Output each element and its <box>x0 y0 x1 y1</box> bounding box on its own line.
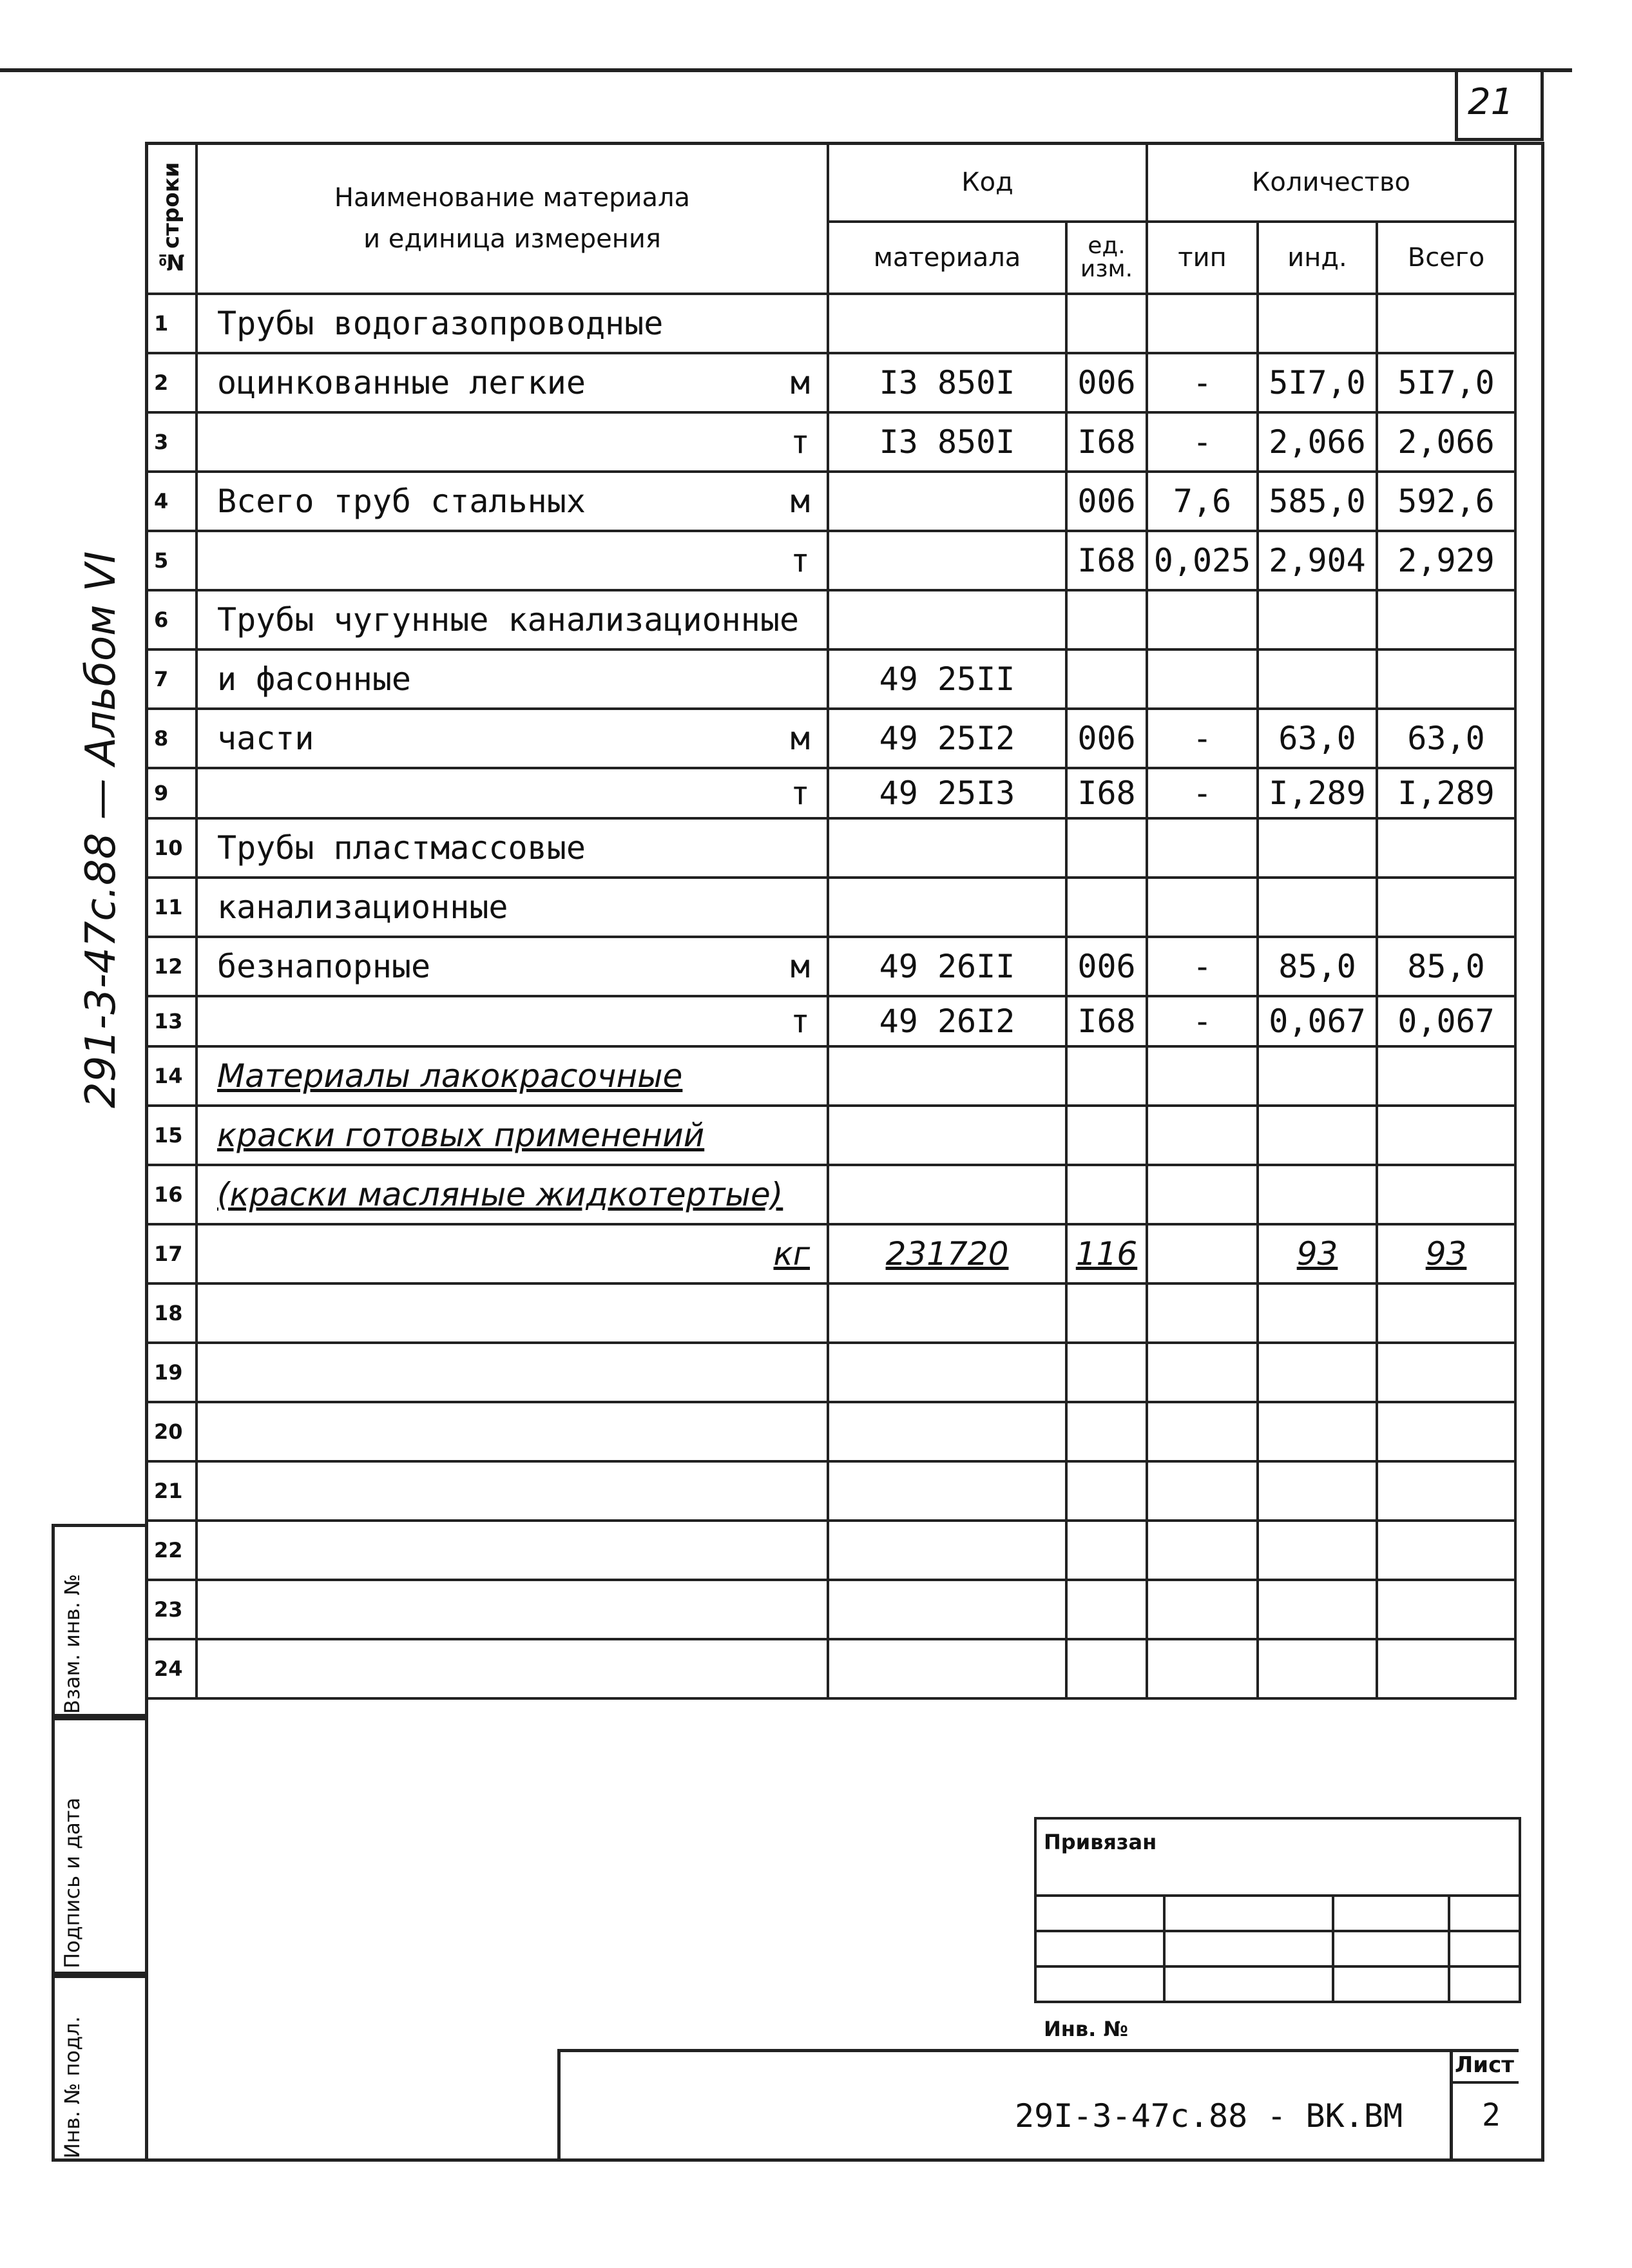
row-code-unit <box>1066 1580 1147 1639</box>
row-qty-ind: 585,0 <box>1258 472 1377 531</box>
side-stamp-inv-podl <box>52 1975 148 2162</box>
row-qty-ind: 5I7,0 <box>1258 353 1377 412</box>
row-code: I3 850I <box>828 353 1066 412</box>
row-name <box>197 531 828 590</box>
row-name <box>197 768 828 818</box>
row-code-unit <box>1066 590 1147 649</box>
row-number: 20 <box>146 1402 197 1461</box>
table-row <box>146 590 1515 649</box>
row-qty-type <box>1147 649 1258 709</box>
row-qty-ind: 0,067 <box>1258 996 1377 1046</box>
row-code <box>828 878 1066 937</box>
table-row <box>146 531 1515 590</box>
table-row <box>146 709 1515 768</box>
row-code <box>828 1521 1066 1580</box>
table-row <box>146 1283 1515 1343</box>
side-stamp-podpis <box>52 1717 148 1975</box>
row-code-unit: 006 <box>1066 709 1147 768</box>
row-qty-total <box>1377 1639 1515 1698</box>
row-unit: кг <box>773 1235 810 1273</box>
row-name <box>197 878 828 937</box>
row-qty-ind <box>1258 590 1377 649</box>
row-qty-total <box>1377 1106 1515 1165</box>
row-name-text: краски готовых применений <box>217 1117 705 1154</box>
row-qty-type: - <box>1147 353 1258 412</box>
row-code-unit: 006 <box>1066 472 1147 531</box>
row-number: 6 <box>146 590 197 649</box>
table-row <box>146 818 1515 878</box>
row-qty-ind <box>1258 649 1377 709</box>
row-unit: м <box>790 948 810 985</box>
row-number: 4 <box>146 472 197 531</box>
row-qty-total: 2,066 <box>1377 412 1515 472</box>
row-number: 15 <box>146 1106 197 1165</box>
row-qty-ind <box>1258 818 1377 878</box>
row-code: I3 850I <box>828 412 1066 472</box>
row-name <box>197 294 828 353</box>
row-name <box>197 1521 828 1580</box>
header-quantity: Количество <box>1147 143 1515 222</box>
table-row <box>146 1580 1515 1639</box>
row-code <box>828 531 1066 590</box>
row-code <box>828 818 1066 878</box>
row-name <box>197 1402 828 1461</box>
header-code-material: материала <box>828 222 1066 294</box>
row-qty-type: - <box>1147 709 1258 768</box>
row-number: 17 <box>146 1224 197 1283</box>
row-number: 21 <box>146 1461 197 1521</box>
row-code-unit <box>1066 818 1147 878</box>
row-qty-type <box>1147 590 1258 649</box>
row-name <box>197 1106 828 1165</box>
row-code-unit <box>1066 1402 1147 1461</box>
row-number: 2 <box>146 353 197 412</box>
row-name <box>197 1580 828 1639</box>
row-qty-ind <box>1258 1521 1377 1580</box>
row-qty-total <box>1377 649 1515 709</box>
row-name-text: (краски масляные жидкотертые) <box>217 1176 783 1213</box>
side-stamp-vzam-inv-label: Взам. инв. № <box>60 1573 84 1714</box>
row-code <box>828 472 1066 531</box>
row-qty-type: - <box>1147 937 1258 996</box>
row-name <box>197 412 828 472</box>
row-name-text: безнапорные <box>217 948 431 985</box>
row-qty-type <box>1147 1461 1258 1521</box>
header-qty-ind: инд. <box>1258 222 1377 294</box>
row-number: 13 <box>146 996 197 1046</box>
row-number: 8 <box>146 709 197 768</box>
row-name <box>197 353 828 412</box>
row-qty-ind: 2,066 <box>1258 412 1377 472</box>
row-number: 23 <box>146 1580 197 1639</box>
row-qty-total: 63,0 <box>1377 709 1515 768</box>
row-qty-total <box>1377 1165 1515 1224</box>
row-name <box>197 472 828 531</box>
album-annotation <box>64 551 129 1108</box>
row-qty-type <box>1147 1224 1258 1283</box>
row-name <box>197 818 828 878</box>
row-number: 11 <box>146 878 197 937</box>
row-qty-type <box>1147 1283 1258 1343</box>
row-qty-ind <box>1258 294 1377 353</box>
table-row <box>146 1639 1515 1698</box>
row-qty-ind <box>1258 1580 1377 1639</box>
table-row <box>146 1461 1515 1521</box>
row-qty-total: 5I7,0 <box>1377 353 1515 412</box>
table-row <box>146 472 1515 531</box>
row-qty-total <box>1377 1343 1515 1402</box>
row-code <box>828 1283 1066 1343</box>
header-row-no: №строки <box>146 143 197 294</box>
row-code <box>828 1580 1066 1639</box>
top-rule <box>0 68 1572 72</box>
side-stamp-vzam-inv <box>52 1524 148 1717</box>
row-name-text: и фасонные <box>217 660 412 698</box>
header-code: Код <box>828 143 1147 222</box>
row-code <box>828 1165 1066 1224</box>
table-row <box>146 996 1515 1046</box>
row-qty-type: - <box>1147 412 1258 472</box>
row-qty-ind: 63,0 <box>1258 709 1377 768</box>
row-qty-total: 85,0 <box>1377 937 1515 996</box>
row-name <box>197 590 828 649</box>
row-number: 19 <box>146 1343 197 1402</box>
row-qty-total <box>1377 590 1515 649</box>
row-unit: т <box>790 423 810 461</box>
row-qty-ind: 2,904 <box>1258 531 1377 590</box>
row-qty-total <box>1377 1283 1515 1343</box>
row-code-unit: I68 <box>1066 531 1147 590</box>
row-name-text: части <box>217 720 314 757</box>
table-row <box>146 353 1515 412</box>
side-stamp-inv-podl-label: Инв. № подл. <box>60 2016 84 2158</box>
row-code <box>828 1106 1066 1165</box>
row-code <box>828 590 1066 649</box>
row-qty-ind: 85,0 <box>1258 937 1377 996</box>
album-note: 291-3-47с.88 — Альбом VI <box>77 551 125 1108</box>
row-code-unit <box>1066 1046 1147 1106</box>
row-number: 16 <box>146 1165 197 1224</box>
row-name <box>197 1046 828 1106</box>
row-name-text: канализационные <box>217 889 508 926</box>
row-code-unit <box>1066 1639 1147 1698</box>
row-code <box>828 294 1066 353</box>
row-qty-ind <box>1258 878 1377 937</box>
row-code: 49 26II <box>828 937 1066 996</box>
table-row <box>146 1224 1515 1283</box>
row-unit: т <box>790 1003 810 1040</box>
row-unit: м <box>790 483 810 520</box>
document-code: 29I-3-47с.88 - ВК.ВМ <box>1015 2097 1403 2135</box>
row-qty-ind <box>1258 1106 1377 1165</box>
row-code-unit <box>1066 1521 1147 1580</box>
sheet-number: 21 <box>1468 81 1514 123</box>
row-code <box>828 1639 1066 1698</box>
row-qty-total: I,289 <box>1377 768 1515 818</box>
row-name <box>197 649 828 709</box>
side-stamp-podpis-label: Подпись и дата <box>60 1797 84 1968</box>
row-code-unit <box>1066 649 1147 709</box>
row-name-text: Материалы лакокрасочные <box>217 1057 683 1095</box>
row-qty-type: - <box>1147 996 1258 1046</box>
table-row <box>146 294 1515 353</box>
row-code-unit: I68 <box>1066 768 1147 818</box>
row-qty-ind <box>1258 1046 1377 1106</box>
row-unit: м <box>790 720 810 757</box>
row-code-unit <box>1066 1165 1147 1224</box>
row-number: 14 <box>146 1046 197 1106</box>
row-name <box>197 1283 828 1343</box>
row-qty-total: 0,067 <box>1377 996 1515 1046</box>
table-row <box>146 649 1515 709</box>
row-qty-type <box>1147 1402 1258 1461</box>
row-qty-type <box>1147 1046 1258 1106</box>
row-qty-ind <box>1258 1343 1377 1402</box>
row-qty-ind: I,289 <box>1258 768 1377 818</box>
row-name <box>197 1639 828 1698</box>
row-qty-total <box>1377 1402 1515 1461</box>
row-name-text: Трубы пластмассовые <box>217 829 586 867</box>
row-number: 18 <box>146 1283 197 1343</box>
row-code-unit <box>1066 878 1147 937</box>
row-number: 3 <box>146 412 197 472</box>
row-number: 5 <box>146 531 197 590</box>
row-code: 231720 <box>828 1224 1066 1283</box>
row-qty-ind <box>1258 1165 1377 1224</box>
row-number: 1 <box>146 294 197 353</box>
table-row <box>146 937 1515 996</box>
row-name <box>197 709 828 768</box>
row-code: 49 25I2 <box>828 709 1066 768</box>
row-code-unit: 116 <box>1066 1224 1147 1283</box>
stamp-privyazan: Привязан <box>1044 1830 1157 1854</box>
row-code-unit <box>1066 1461 1147 1521</box>
row-unit: т <box>790 542 810 579</box>
specification-body <box>146 294 1515 1698</box>
row-qty-total: 2,929 <box>1377 531 1515 590</box>
row-qty-type <box>1147 878 1258 937</box>
row-qty-total: 592,6 <box>1377 472 1515 531</box>
row-code <box>828 1461 1066 1521</box>
row-qty-type <box>1147 1521 1258 1580</box>
row-code <box>828 1343 1066 1402</box>
row-code: 49 25I3 <box>828 768 1066 818</box>
row-name-text: Трубы водогазопроводные <box>217 305 664 342</box>
row-code: 49 25II <box>828 649 1066 709</box>
header-name: Наименование материала и единица измерения <box>197 143 828 294</box>
row-code <box>828 1402 1066 1461</box>
specification-table <box>145 142 1517 1700</box>
row-unit: м <box>790 364 810 401</box>
row-name <box>197 937 828 996</box>
row-name <box>197 996 828 1046</box>
row-qty-total <box>1377 1046 1515 1106</box>
row-qty-total: 93 <box>1377 1224 1515 1283</box>
table-row <box>146 1343 1515 1402</box>
row-qty-ind <box>1258 1283 1377 1343</box>
header-qty-type: тип <box>1147 222 1258 294</box>
row-code-unit <box>1066 1106 1147 1165</box>
row-name <box>197 1461 828 1521</box>
row-name-text: оцинкованные легкие <box>217 364 586 401</box>
row-qty-ind <box>1258 1402 1377 1461</box>
row-qty-total <box>1377 1461 1515 1521</box>
stamp-inv-no: Инв. № <box>1044 2017 1128 2041</box>
row-qty-total <box>1377 1580 1515 1639</box>
row-qty-type: 7,6 <box>1147 472 1258 531</box>
row-code-unit: 006 <box>1066 353 1147 412</box>
table-row <box>146 1402 1515 1461</box>
row-qty-type <box>1147 1343 1258 1402</box>
table-row <box>146 412 1515 472</box>
row-name <box>197 1165 828 1224</box>
row-name <box>197 1343 828 1402</box>
row-qty-type <box>1147 818 1258 878</box>
row-number: 12 <box>146 937 197 996</box>
row-qty-total <box>1377 294 1515 353</box>
row-code <box>828 1046 1066 1106</box>
sheet-value: 2 <box>1482 2097 1501 2133</box>
row-qty-type <box>1147 1106 1258 1165</box>
table-row <box>146 1521 1515 1580</box>
table-row <box>146 1165 1515 1224</box>
row-qty-type: - <box>1147 768 1258 818</box>
row-qty-ind <box>1258 1461 1377 1521</box>
row-qty-type <box>1147 1639 1258 1698</box>
header-qty-total: Всего <box>1377 222 1515 294</box>
row-qty-total <box>1377 878 1515 937</box>
table-row <box>146 1046 1515 1106</box>
row-code-unit: I68 <box>1066 996 1147 1046</box>
row-name-text: Всего труб стальных <box>217 483 586 520</box>
row-code-unit <box>1066 294 1147 353</box>
row-qty-ind: 93 <box>1258 1224 1377 1283</box>
table-row <box>146 768 1515 818</box>
header-code-unit: ед. изм. <box>1066 222 1147 294</box>
row-qty-total <box>1377 818 1515 878</box>
row-number: 9 <box>146 768 197 818</box>
row-code-unit: 006 <box>1066 937 1147 996</box>
row-name-text: Трубы чугунные канализационные <box>217 601 800 639</box>
row-name <box>197 1224 828 1283</box>
row-number: 24 <box>146 1639 197 1698</box>
row-number: 10 <box>146 818 197 878</box>
row-qty-type <box>1147 1165 1258 1224</box>
row-code-unit <box>1066 1343 1147 1402</box>
row-qty-type: 0,025 <box>1147 531 1258 590</box>
table-row <box>146 1106 1515 1165</box>
sheet-cell-divider <box>1450 2081 1519 2084</box>
row-code-unit <box>1066 1283 1147 1343</box>
row-number: 7 <box>146 649 197 709</box>
row-unit: т <box>790 774 810 812</box>
row-qty-total <box>1377 1521 1515 1580</box>
row-number: 22 <box>146 1521 197 1580</box>
sheet-label: Лист <box>1455 2052 1514 2078</box>
row-code: 49 26I2 <box>828 996 1066 1046</box>
row-qty-ind <box>1258 1639 1377 1698</box>
table-row <box>146 878 1515 937</box>
row-code-unit: I68 <box>1066 412 1147 472</box>
row-qty-type <box>1147 1580 1258 1639</box>
row-qty-type <box>1147 294 1258 353</box>
